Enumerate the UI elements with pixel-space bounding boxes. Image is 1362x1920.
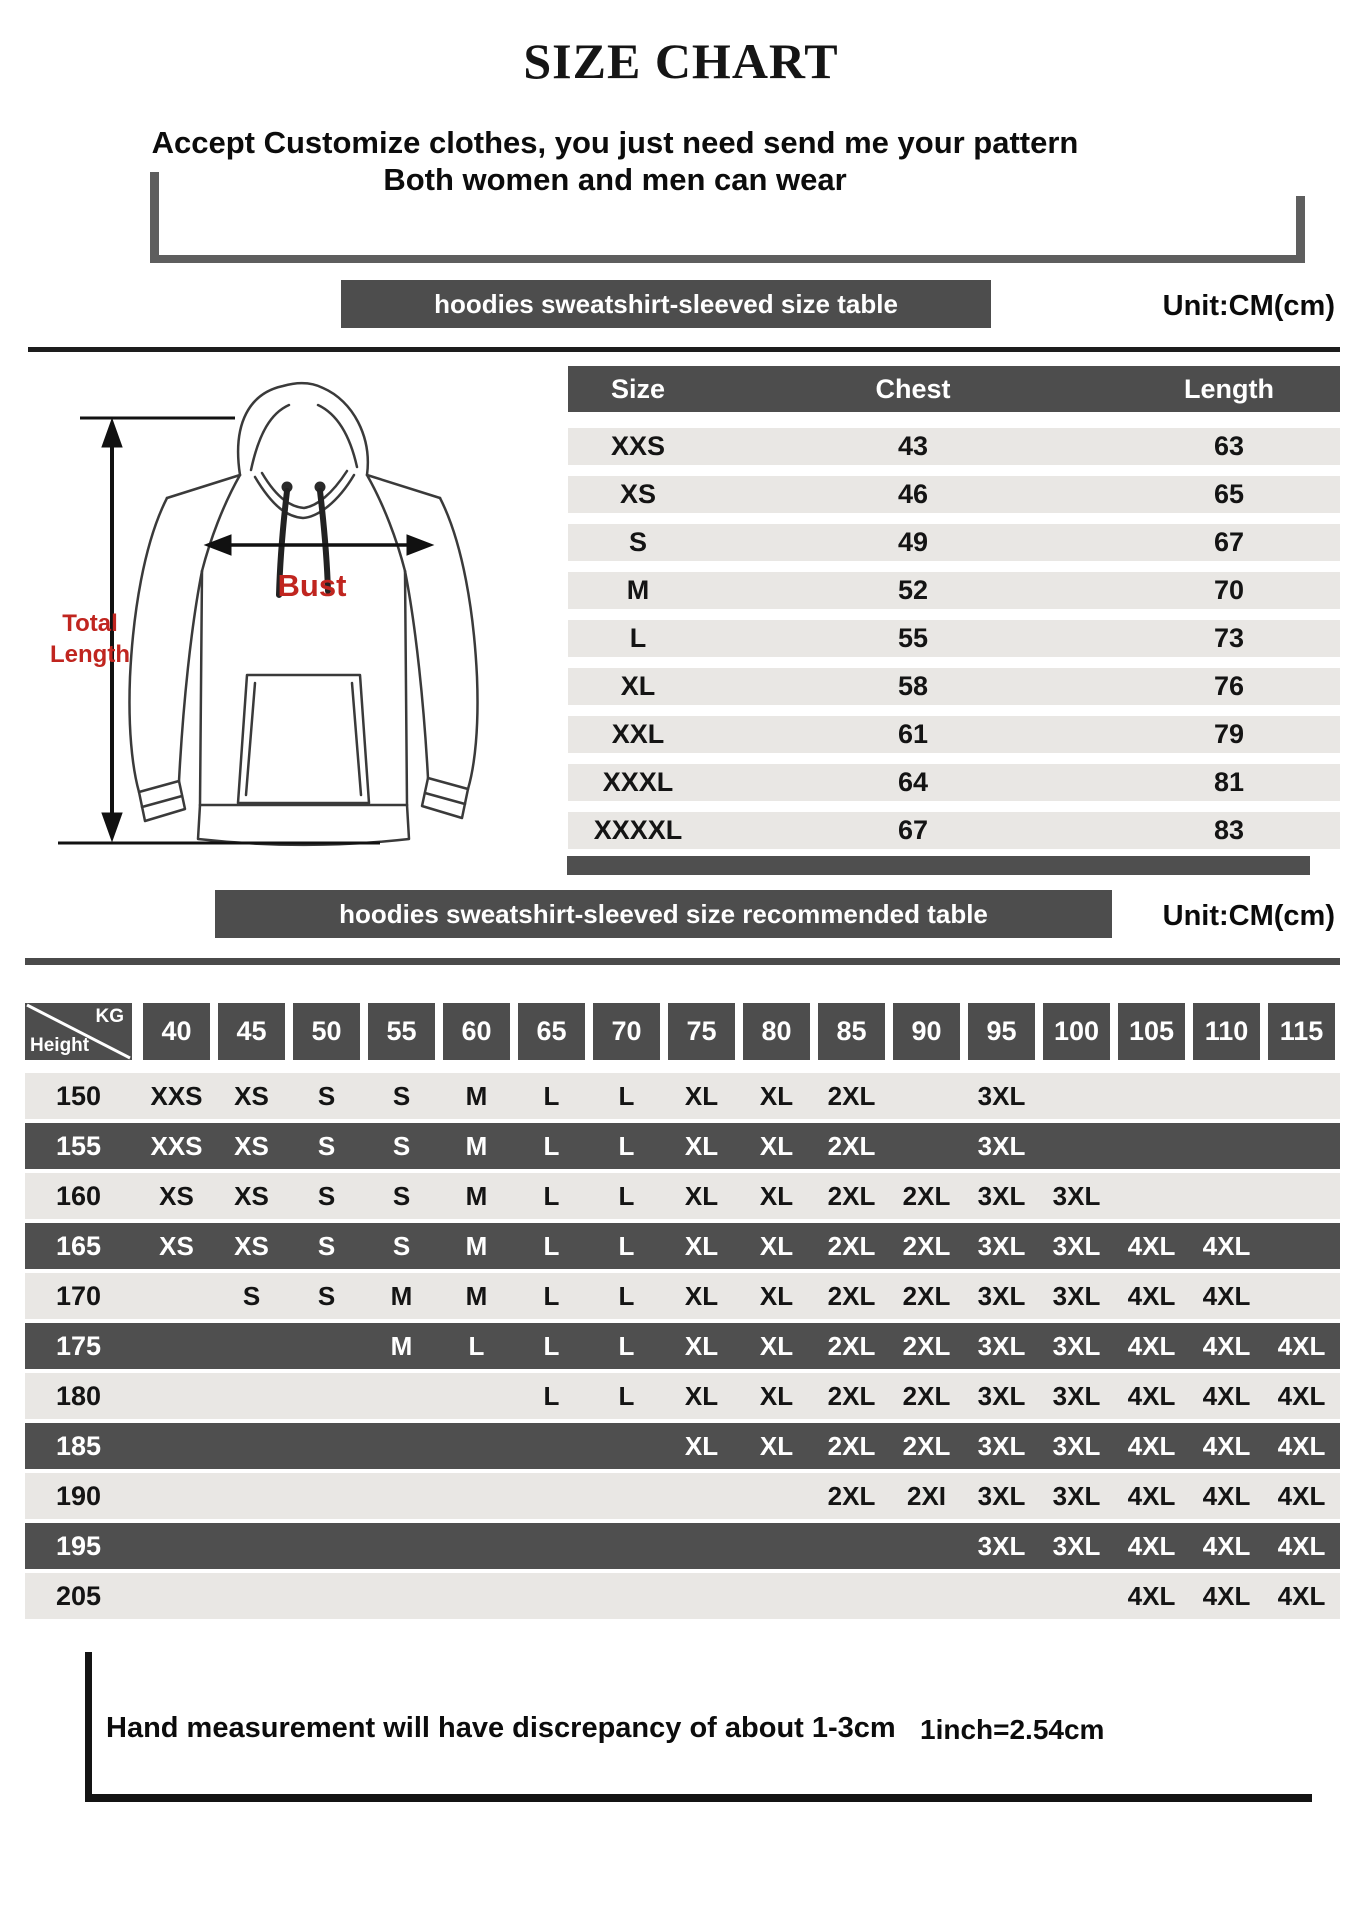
recommended-cell: S [392, 1181, 411, 1211]
recommended-cell: L [618, 1331, 635, 1361]
size-table-cell: M [626, 575, 650, 605]
height-label: 170 [55, 1281, 102, 1311]
recommended-cell: L [543, 1231, 560, 1261]
recommended-cell: XL [684, 1181, 719, 1211]
height-label: 165 [55, 1231, 102, 1261]
size-table-cell: S [628, 527, 647, 557]
banner-border-left [150, 172, 159, 263]
height-label: 205 [55, 1581, 102, 1611]
size-table-cell: 81 [1213, 767, 1245, 797]
recommended-cell: 3XL [1052, 1231, 1101, 1261]
recommended-cell: M [465, 1081, 488, 1111]
recommended-cell: XL [759, 1081, 794, 1111]
kg-header-cell: 85 [818, 1003, 885, 1060]
recommended-cell: 2XL [827, 1131, 876, 1161]
recommended-cell: XL [759, 1131, 794, 1161]
recommended-cell: XL [684, 1081, 719, 1111]
hoodie-outline [129, 383, 477, 845]
recommended-cell: XL [684, 1281, 719, 1311]
kg-header-cell: 40 [143, 1003, 210, 1060]
recommended-cell: 4XL [1277, 1481, 1326, 1511]
size-table-row [568, 812, 1340, 849]
recommended-cell: XS [234, 1131, 269, 1161]
recommended-cell: L [618, 1381, 635, 1411]
recommended-cell: XL [759, 1331, 794, 1361]
recommended-cell: 2XL [902, 1381, 951, 1411]
size-table-cell: L [629, 623, 647, 653]
size-table-cell: 63 [1213, 431, 1245, 461]
kg-header-cell: 80 [743, 1003, 810, 1060]
size-table-cell: 67 [897, 815, 929, 845]
size-table-cell: 65 [1213, 479, 1245, 509]
recommended-cell: XS [159, 1181, 194, 1211]
height-label: 195 [55, 1531, 102, 1561]
recommended-cell: 4XL [1277, 1531, 1326, 1561]
recommended-cell: 2XL [827, 1281, 876, 1311]
recommended-cell: L [618, 1131, 635, 1161]
kg-header-cell: 110 [1193, 1003, 1260, 1060]
recommended-cell: 3XL [1052, 1431, 1101, 1461]
height-label: 175 [55, 1331, 102, 1361]
banner-text [140, 124, 1090, 198]
size-table-cell: 49 [897, 527, 929, 557]
recommended-cell: 3XL [977, 1081, 1026, 1111]
recommended-cell: S [317, 1081, 336, 1111]
recommended-cell: 3XL [1052, 1481, 1101, 1511]
size-table-header-row [568, 366, 1340, 412]
recommended-cell: XS [234, 1231, 269, 1261]
recommended-cell: XL [759, 1431, 794, 1461]
recommended-cell: XL [684, 1231, 719, 1261]
bust-label: Bust [277, 568, 347, 603]
recommended-cell: 3XL [977, 1331, 1026, 1361]
recommended-cell: S [317, 1181, 336, 1211]
recommended-cell: 4XL [1202, 1331, 1251, 1361]
section-divider-1 [28, 347, 1340, 352]
recommended-unit-label: Unit:CM(cm) [1162, 900, 1335, 932]
size-table-cell: XXS [610, 431, 666, 461]
footer-conversion: 1inch=2.54cm [920, 1714, 1105, 1745]
column-header-chest: Chest [875, 374, 951, 404]
recommended-cell: S [317, 1281, 336, 1311]
recommended-cell: 4XL [1202, 1281, 1251, 1311]
recommended-cell: 3XL [1052, 1531, 1101, 1561]
recommended-cell: 4XL [1127, 1331, 1176, 1361]
recommended-row-190 [25, 1473, 1340, 1519]
size-table-row [568, 620, 1340, 657]
recommended-cell: 3XL [977, 1381, 1026, 1411]
size-table-cell: XXXL [602, 767, 674, 797]
recommended-cell: 4XL [1127, 1431, 1176, 1461]
recommended-cell: XS [234, 1181, 269, 1211]
recommended-cell: 3XL [1052, 1281, 1101, 1311]
recommended-cell: XL [759, 1181, 794, 1211]
recommended-cell: 4XL [1277, 1381, 1326, 1411]
size-table-cell: 76 [1213, 671, 1245, 701]
height-label: 180 [55, 1381, 102, 1411]
banner-border-bottom [150, 255, 1305, 263]
recommended-cell: S [392, 1131, 411, 1161]
recommended-cell: 2XL [902, 1331, 951, 1361]
recommended-cell: S [392, 1081, 411, 1111]
recommended-row-160 [25, 1173, 1340, 1219]
recommended-cell: 2XL [827, 1381, 876, 1411]
recommended-cell: S [317, 1131, 336, 1161]
recommended-cell: L [543, 1281, 560, 1311]
recommended-cell: XL [759, 1231, 794, 1261]
recommended-cell: L [543, 1081, 560, 1111]
kg-header-cell: 50 [293, 1003, 360, 1060]
recommended-cell: L [543, 1181, 560, 1211]
recommended-cell: S [317, 1231, 336, 1261]
recommended-cell: 4XL [1202, 1231, 1251, 1261]
size-table-cell: 58 [897, 671, 929, 701]
recommended-cell: L [543, 1381, 560, 1411]
recommended-cell: 2XL [827, 1481, 876, 1511]
recommended-cell: XL [684, 1331, 719, 1361]
recommended-section-header: hoodies sweatshirt-sleeved size recommended table [215, 890, 1112, 938]
recommended-size-matrix [25, 1003, 1340, 1643]
recommended-cell: 3XL [1052, 1381, 1101, 1411]
recommended-row-180 [25, 1373, 1340, 1419]
size-table-cell: 55 [897, 623, 929, 653]
kg-header-cell: 90 [893, 1003, 960, 1060]
recommended-cell: M [390, 1281, 413, 1311]
size-table-cell: 67 [1213, 527, 1245, 557]
size-table-row [568, 716, 1340, 753]
recommended-cell: 3XL [977, 1281, 1026, 1311]
banner-line2: Both women and men can wear [383, 162, 847, 197]
recommended-cell: 2XI [906, 1481, 947, 1511]
recommended-cell: S [392, 1231, 411, 1261]
recommended-cell: L [618, 1081, 635, 1111]
size-table-row [568, 476, 1340, 513]
recommended-cell: 2XL [827, 1081, 876, 1111]
footer-border-bottom [85, 1794, 1312, 1802]
size-table-row [568, 668, 1340, 705]
recommended-row-185 [25, 1423, 1340, 1469]
size-table-cell: 52 [897, 575, 929, 605]
recommended-cell: 3XL [1052, 1181, 1101, 1211]
recommended-cell: 3XL [977, 1481, 1026, 1511]
recommended-cell: L [543, 1131, 560, 1161]
kg-header-cell: 65 [518, 1003, 585, 1060]
recommended-cell: 4XL [1202, 1581, 1251, 1611]
kg-header-cell: 70 [593, 1003, 660, 1060]
column-header-size: Size [610, 374, 666, 404]
kg-header-cell: 75 [668, 1003, 735, 1060]
recommended-cell: XS [159, 1231, 194, 1261]
recommended-row-155 [25, 1123, 1340, 1169]
recommended-cell: M [465, 1131, 488, 1161]
recommended-cell: 3XL [977, 1131, 1026, 1161]
recommended-cell: XL [684, 1131, 719, 1161]
page-title: SIZE CHART [523, 33, 839, 89]
recommended-cell: 2XL [827, 1431, 876, 1461]
total-length-label: Total Length [50, 610, 130, 668]
size-table-cell: XL [620, 671, 656, 701]
recommended-cell: 3XL [977, 1531, 1026, 1561]
size-table-footer-bar [567, 856, 1310, 875]
size-table-cell: 83 [1213, 815, 1245, 845]
size-table-cell: 79 [1213, 719, 1245, 749]
recommended-cell: 2XL [827, 1181, 876, 1211]
corner-height-label: Height [30, 1035, 90, 1056]
recommended-cell: XXS [150, 1081, 203, 1111]
size-table-cell: 46 [897, 479, 929, 509]
recommended-row-170 [25, 1273, 1340, 1319]
recommended-cell: XXS [150, 1131, 203, 1161]
kg-header-cell: 60 [443, 1003, 510, 1060]
recommended-cell: 4XL [1277, 1331, 1326, 1361]
kg-header-cell: 105 [1118, 1003, 1185, 1060]
recommended-cell: L [618, 1281, 635, 1311]
recommended-cell: 4XL [1127, 1281, 1176, 1311]
recommended-row-205 [25, 1573, 1340, 1619]
size-table-cell: XXXXL [593, 815, 683, 845]
height-label: 190 [55, 1481, 102, 1511]
recommended-cell: XL [759, 1281, 794, 1311]
recommended-cell: 4XL [1127, 1581, 1176, 1611]
recommended-cell: 2XL [827, 1331, 876, 1361]
recommended-cell: 2XL [902, 1231, 951, 1261]
recommended-cell: S [242, 1281, 261, 1311]
column-header-length: Length [1184, 374, 1274, 404]
recommended-cell: XL [684, 1381, 719, 1411]
height-label: 160 [55, 1181, 102, 1211]
kg-header-cell: 115 [1268, 1003, 1335, 1060]
size-table-row [568, 572, 1340, 609]
recommended-row-150 [25, 1073, 1340, 1119]
recommended-cell: XL [759, 1381, 794, 1411]
size-table-cell: 70 [1213, 575, 1245, 605]
height-label: 185 [55, 1431, 102, 1461]
size-table-cell: 61 [897, 719, 929, 749]
recommended-cell: 3XL [1052, 1331, 1101, 1361]
banner-line1: Accept Customize clothes, you just need send me your pattern [151, 125, 1079, 160]
recommended-cell: 4XL [1127, 1481, 1176, 1511]
recommended-cell: 3XL [977, 1231, 1026, 1261]
recommended-cell: M [465, 1281, 488, 1311]
recommended-cell: M [390, 1331, 413, 1361]
height-label: 150 [55, 1081, 102, 1111]
size-table-cell: 64 [897, 767, 929, 797]
size-table-row [568, 524, 1340, 561]
size-table-cell: 73 [1213, 623, 1245, 653]
recommended-cell: 4XL [1127, 1381, 1176, 1411]
size-table-row [568, 764, 1340, 801]
recommended-row-165 [25, 1223, 1340, 1269]
recommended-cell: 4XL [1202, 1531, 1251, 1561]
height-label: 155 [55, 1131, 102, 1161]
recommended-cell: 4XL [1202, 1481, 1251, 1511]
recommended-cell: 4XL [1277, 1581, 1326, 1611]
matrix-corner-cell [25, 1003, 132, 1060]
section-divider-2 [25, 958, 1340, 965]
recommended-cell: 2XL [902, 1281, 951, 1311]
kg-header-cell: 95 [968, 1003, 1035, 1060]
recommended-cell: 4XL [1127, 1531, 1176, 1561]
recommended-cell: 4XL [1202, 1431, 1251, 1461]
kg-header-cell: 55 [368, 1003, 435, 1060]
size-table-cell: XXL [611, 719, 665, 749]
size-table-unit-label: Unit:CM(cm) [1162, 290, 1335, 322]
recommended-cell: M [465, 1231, 488, 1261]
size-table-section-header: hoodies sweatshirt-sleeved size table [341, 280, 991, 328]
recommended-cell: 2XL [902, 1431, 951, 1461]
kg-header-cell: 45 [218, 1003, 285, 1060]
banner-border-right [1296, 196, 1305, 263]
kg-header-cell: 100 [1043, 1003, 1110, 1060]
recommended-cell: 2XL [827, 1231, 876, 1261]
recommended-cell: 2XL [902, 1181, 951, 1211]
size-table-cell: 43 [897, 431, 929, 461]
recommended-cell: XS [234, 1081, 269, 1111]
recommended-cell: 4XL [1277, 1431, 1326, 1461]
footer-border-left [85, 1652, 92, 1802]
recommended-cell: L [618, 1181, 635, 1211]
recommended-cell: 3XL [977, 1181, 1026, 1211]
size-table-row [568, 428, 1340, 465]
recommended-row-175 [25, 1323, 1340, 1369]
corner-kg-label: KG [95, 1006, 124, 1027]
recommended-row-195 [25, 1523, 1340, 1569]
recommended-cell: L [468, 1331, 485, 1361]
recommended-cell: M [465, 1181, 488, 1211]
recommended-cell: XL [684, 1431, 719, 1461]
size-table-cell: XS [619, 479, 657, 509]
recommended-cell: 3XL [977, 1431, 1026, 1461]
recommended-cell: 4XL [1202, 1381, 1251, 1411]
footer-note: Hand measurement will have discrepancy of about 1-3cm [106, 1712, 896, 1744]
recommended-cell: L [618, 1231, 635, 1261]
recommended-cell: 4XL [1127, 1231, 1176, 1261]
recommended-cell: L [543, 1331, 560, 1361]
